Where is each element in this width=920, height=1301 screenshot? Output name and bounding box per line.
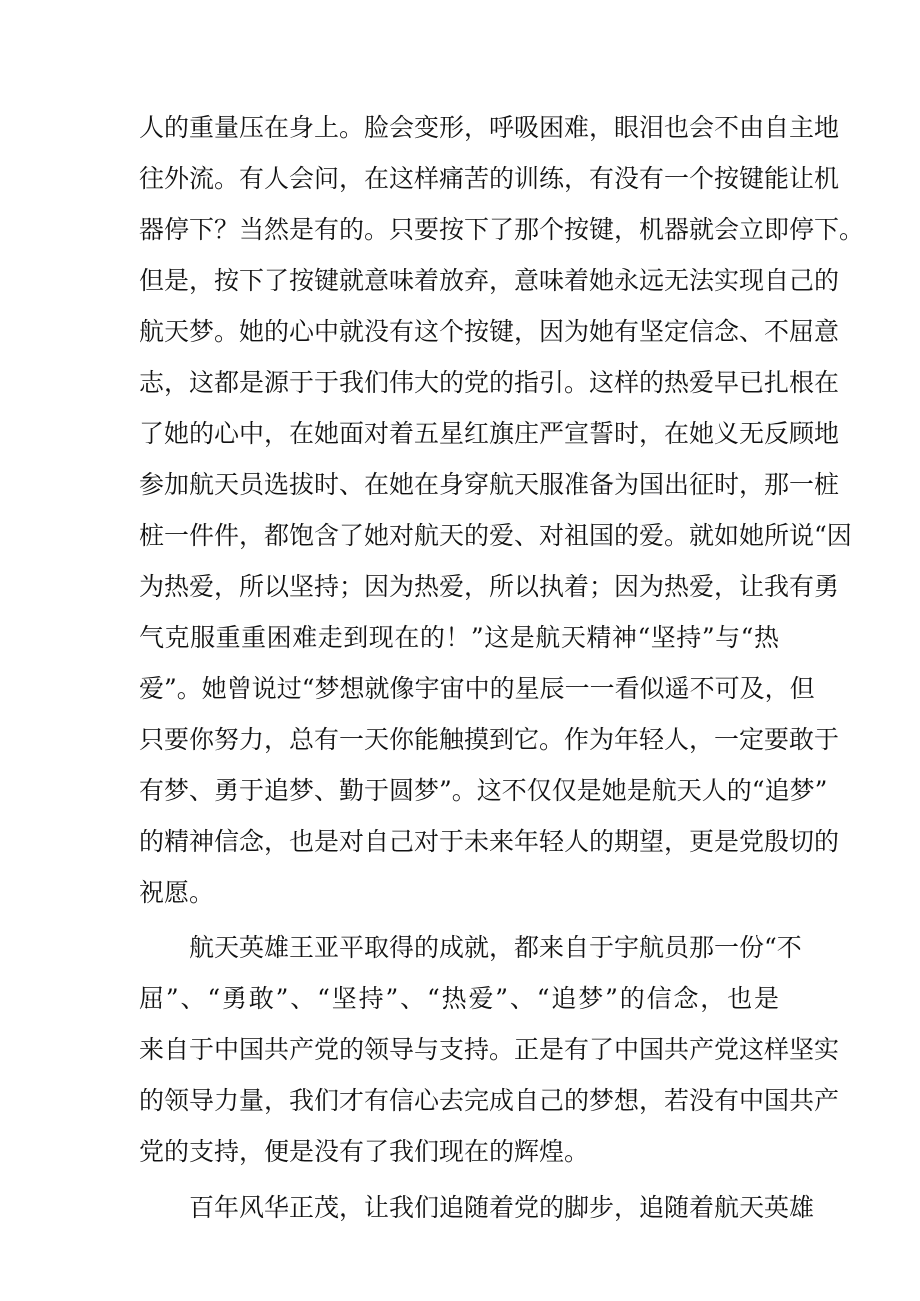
paragraph-1-line-12: 爱”。她曾说过“梦想就像宇宙中的星辰一一看似遥不可及，但	[139, 674, 815, 703]
paragraph-2-line-4: 的领导力量，我们才有信心去完成自己的梦想，若没有中国共产	[139, 1086, 840, 1115]
paragraph-1-line-16: 祝愿。	[139, 878, 215, 907]
paragraph-1-line-14: 有梦、勇于追梦、勤于圆梦”。这不仅仅是她是航天人的“追梦”	[139, 776, 828, 805]
paragraph-1-line-11: 气克服重重困难走到现在的！”这是航天精神“坚持”与“热	[139, 623, 779, 652]
paragraph-1-line-4: 但是，按下了按键就意味着放弃，意味着她永远无法实现自己的	[139, 266, 840, 295]
paragraph-2-line-5: 党的支持，便是没有了我们现在的辉煌。	[139, 1137, 590, 1166]
paragraph-1-line-1: 人的重量压在身上。脸会变形，呼吸困难，眼泪也会不由自主地	[139, 113, 840, 142]
paragraph-1-line-3: 器停下？当然是有的。只要按下了那个按键，机器就会立即停下。	[139, 215, 865, 244]
paragraph-1-line-8: 参加航天员选拔时、在她在身穿航天服准备为国出征时，那一桩	[139, 470, 840, 499]
paragraph-1-line-9: 桩一件件，都饱含了她对航天的爱、对祖国的爱。就如她所说“因	[139, 521, 852, 550]
paragraph-1-line-5: 航天梦。她的心中就没有这个按键，因为她有坚定信念、不屈意	[139, 317, 840, 346]
paragraph-1-line-6: 志，这都是源于于我们伟大的党的指引。这样的热爱早已扎根在	[139, 368, 840, 397]
paragraph-1-line-10: 为热爱，所以坚持；因为热爱，所以执着；因为热爱，让我有勇	[139, 572, 840, 601]
paragraph-1-line-7: 了她的心中，在她面对着五星红旗庄严宣誓时，在她义无反顾地	[139, 419, 840, 448]
paragraph-1-line-13: 只要你努力，总有一天你能触摸到它。作为年轻人，一定要敢于	[139, 725, 840, 754]
paragraph-1-line-2: 往外流。有人会问，在这样痛苦的训练，有没有一个按键能让机	[139, 164, 840, 193]
paragraph-2-line-3: 来自于中国共产党的领导与支持。正是有了中国共产党这样坚实	[139, 1035, 840, 1064]
paragraph-2-line-1: 航天英雄王亚平取得的成就，都来自于宇航员那一份“不	[189, 933, 802, 962]
paragraph-1-line-15: 的精神信念，也是对自己对于未来年轻人的期望，更是党殷切的	[139, 827, 840, 856]
paragraph-3-line-1: 百年风华正茂，让我们追随着党的脚步，追随着航天英雄	[189, 1193, 815, 1222]
paragraph-2-line-2: 屈”、“勇敢”、“坚持”、“热爱”、“追梦”的信念，也是	[139, 984, 779, 1013]
